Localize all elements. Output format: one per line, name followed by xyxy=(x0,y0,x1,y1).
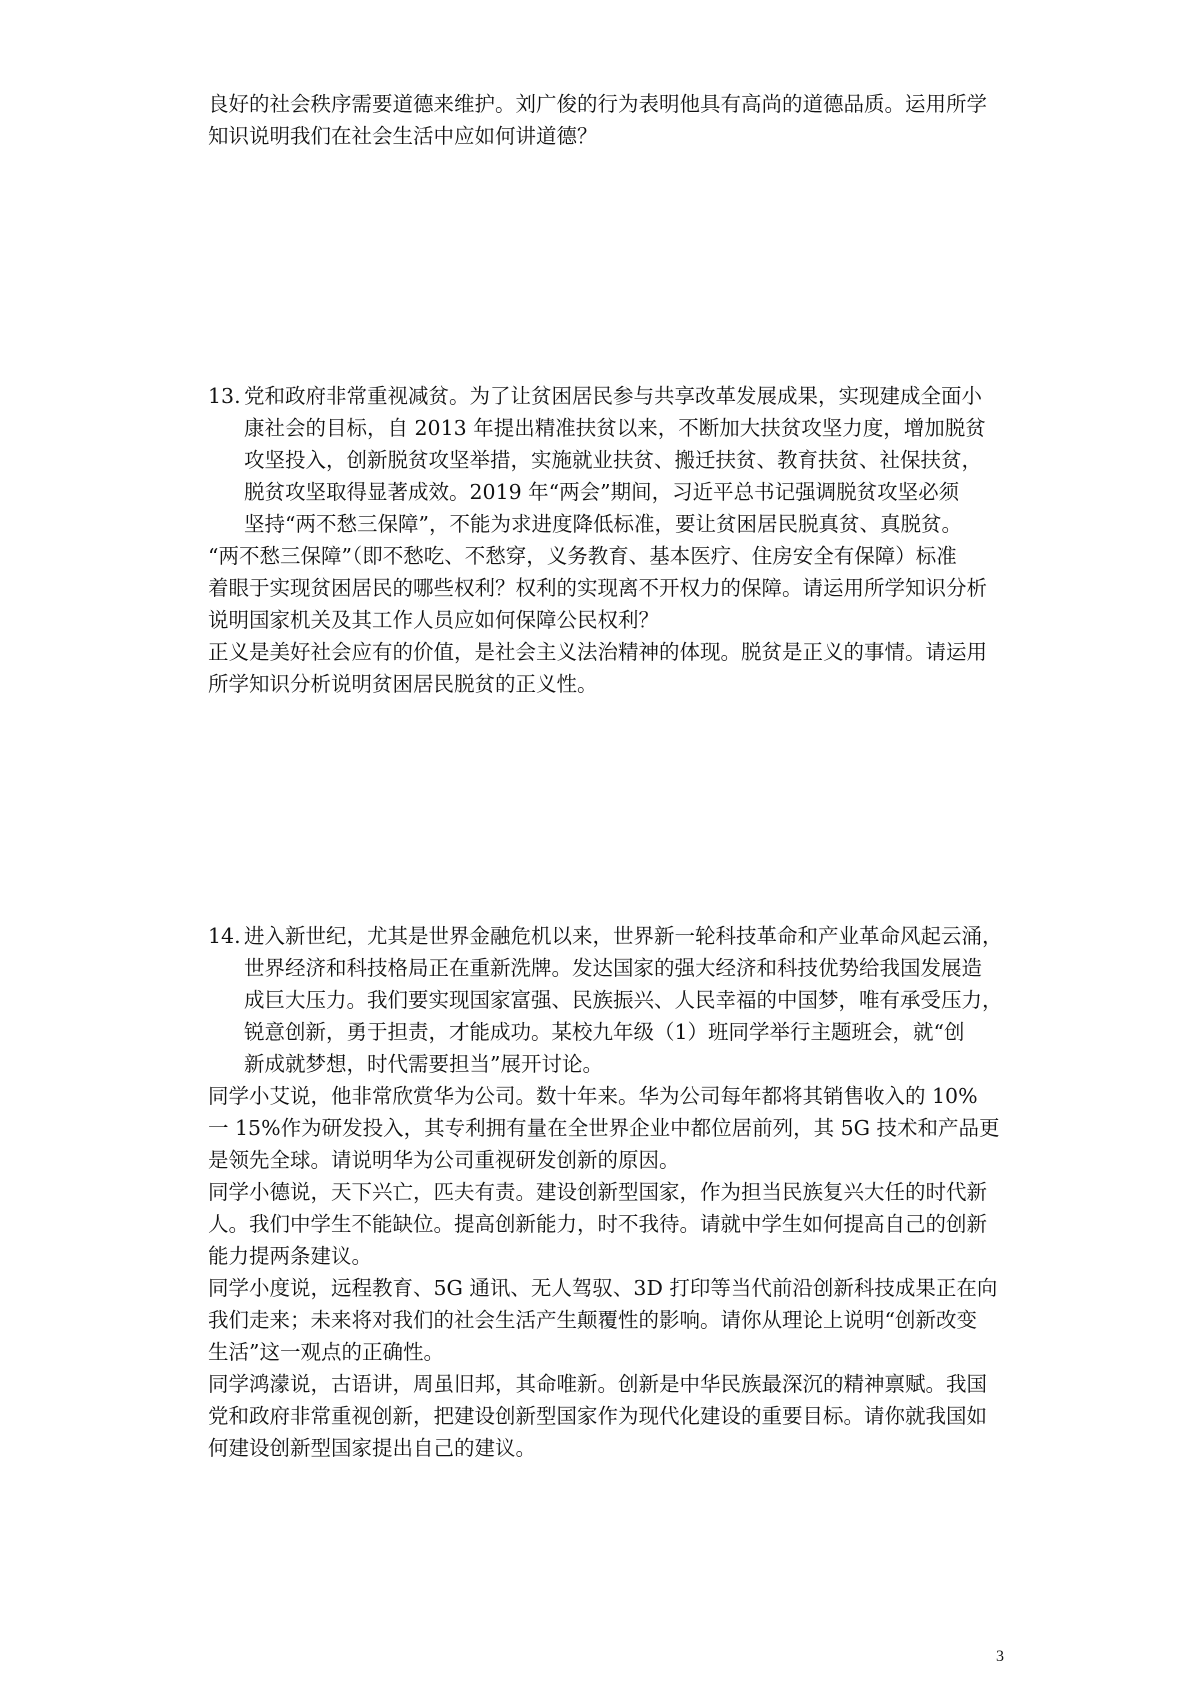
intro-line: 知识说明我们在社会生活中应如何讲道德？ xyxy=(208,124,598,148)
question-line: 攻坚投入，创新脱贫攻坚举措，实施就业扶贫、搬迁扶贫、教育扶贫、社保扶贫， xyxy=(244,448,982,472)
sub-question-line: 同学小度说，远程教育、5G 通讯、无人驾驭、3D 打印等当代前沿创新科技成果正在向 xyxy=(208,1276,998,1300)
sub-question-line: 生活”这一观点的正确性。 xyxy=(208,1340,444,1364)
question-line: 脱贫攻坚取得显著成效。2019 年“两会”期间，习近平总书记强调脱贫攻坚必须 xyxy=(244,480,960,504)
question-line: 锐意创新，勇于担责，才能成功。某校九年级（1）班同学举行主题班会，就“创 xyxy=(244,1020,965,1044)
sub-question-line: 人。我们中学生不能缺位。提高创新能力，时不我待。请就中学生如何提高自己的创新 xyxy=(208,1212,987,1236)
sub-question-line: 着眼于实现贫困居民的哪些权利？权利的实现离不开权力的保障。请运用所学知识分析 xyxy=(208,576,987,600)
question-line: 康社会的目标，自 2013 年提出精准扶贫以来，不断加大扶贫攻坚力度，增加脱贫 xyxy=(244,416,986,440)
question-line: 成巨大压力。我们要实现国家富强、民族振兴、人民幸福的中国梦，唯有承受压力， xyxy=(244,988,1003,1012)
sub-question-line: 一 15%作为研发投入，其专利拥有量在全世界企业中都位居前列，其 5G 技术和产品更 xyxy=(208,1116,1000,1140)
question-14 xyxy=(208,920,1008,1464)
question-line: 党和政府非常重视减贫。为了让贫困居民参与共享改革发展成果，实现建成全面小 xyxy=(244,384,982,408)
sub-question-line: 我们走来；未来将对我们的社会生活产生颠覆性的影响。请你从理论上说明“创新改变 xyxy=(208,1308,977,1332)
question-line: 进入新世纪，尤其是世界金融危机以来，世界新一轮科技革命和产业革命风起云涌， xyxy=(244,924,1003,948)
sub-question-line: 同学小德说，天下兴亡，匹夫有责。建设创新型国家，作为担当民族复兴大任的时代新 xyxy=(208,1180,987,1204)
sub-question-line: 同学小艾说，他非常欣赏华为公司。数十年来。华为公司每年都将其销售收入的 10% xyxy=(208,1084,978,1108)
sub-question-line: 是领先全球。请说明华为公司重视研发创新的原因。 xyxy=(208,1148,680,1172)
intro-paragraph xyxy=(208,88,1008,152)
sub-question-line: 同学鸿濛说，古语讲，周虽旧邦，其命唯新。创新是中华民族最深沉的精神禀赋。我国 xyxy=(208,1372,987,1396)
question-line: 新成就梦想，时代需要担当”展开讨论。 xyxy=(244,1052,603,1076)
sub-question-line: 能力提两条建议。 xyxy=(208,1244,372,1268)
sub-question-line: 正义是美好社会应有的价值，是社会主义法治精神的体现。脱贫是正义的事情。请运用 xyxy=(208,640,987,664)
question-13-first-line xyxy=(208,380,1008,412)
sub-question-line: 说明国家机关及其工作人员应如何保障公民权利？ xyxy=(208,608,659,632)
question-14-first-line xyxy=(208,920,1008,952)
sub-question-line: 何建设创新型国家提出自己的建议。 xyxy=(208,1436,536,1460)
question-14-number: 14. xyxy=(208,924,241,948)
sub-question-line: 党和政府非常重视创新，把建设创新型国家作为现代化建设的重要目标。请你就我国如 xyxy=(208,1404,987,1428)
intro-line: 良好的社会秩序需要道德来维护。刘广俊的行为表明他具有高尚的道德品质。运用所学 xyxy=(208,92,987,116)
page-number: 3 xyxy=(996,1648,1004,1665)
question-13-number: 13. xyxy=(208,384,241,408)
question-line: 世界经济和科技格局正在重新洗牌。发达国家的强大经济和科技优势给我国发展造 xyxy=(244,956,982,980)
sub-question-line: 所学知识分析说明贫困居民脱贫的正义性。 xyxy=(208,672,598,696)
question-line: 坚持“两不愁三保障”，不能为求进度降低标准，要让贫困居民脱真贫、真脱贫。 xyxy=(244,512,962,536)
sub-question-line: “两不愁三保障”（即不愁吃、不愁穿，义务教育、基本医疗、住房安全有保障）标准 xyxy=(208,544,957,568)
question-13 xyxy=(208,380,1008,700)
